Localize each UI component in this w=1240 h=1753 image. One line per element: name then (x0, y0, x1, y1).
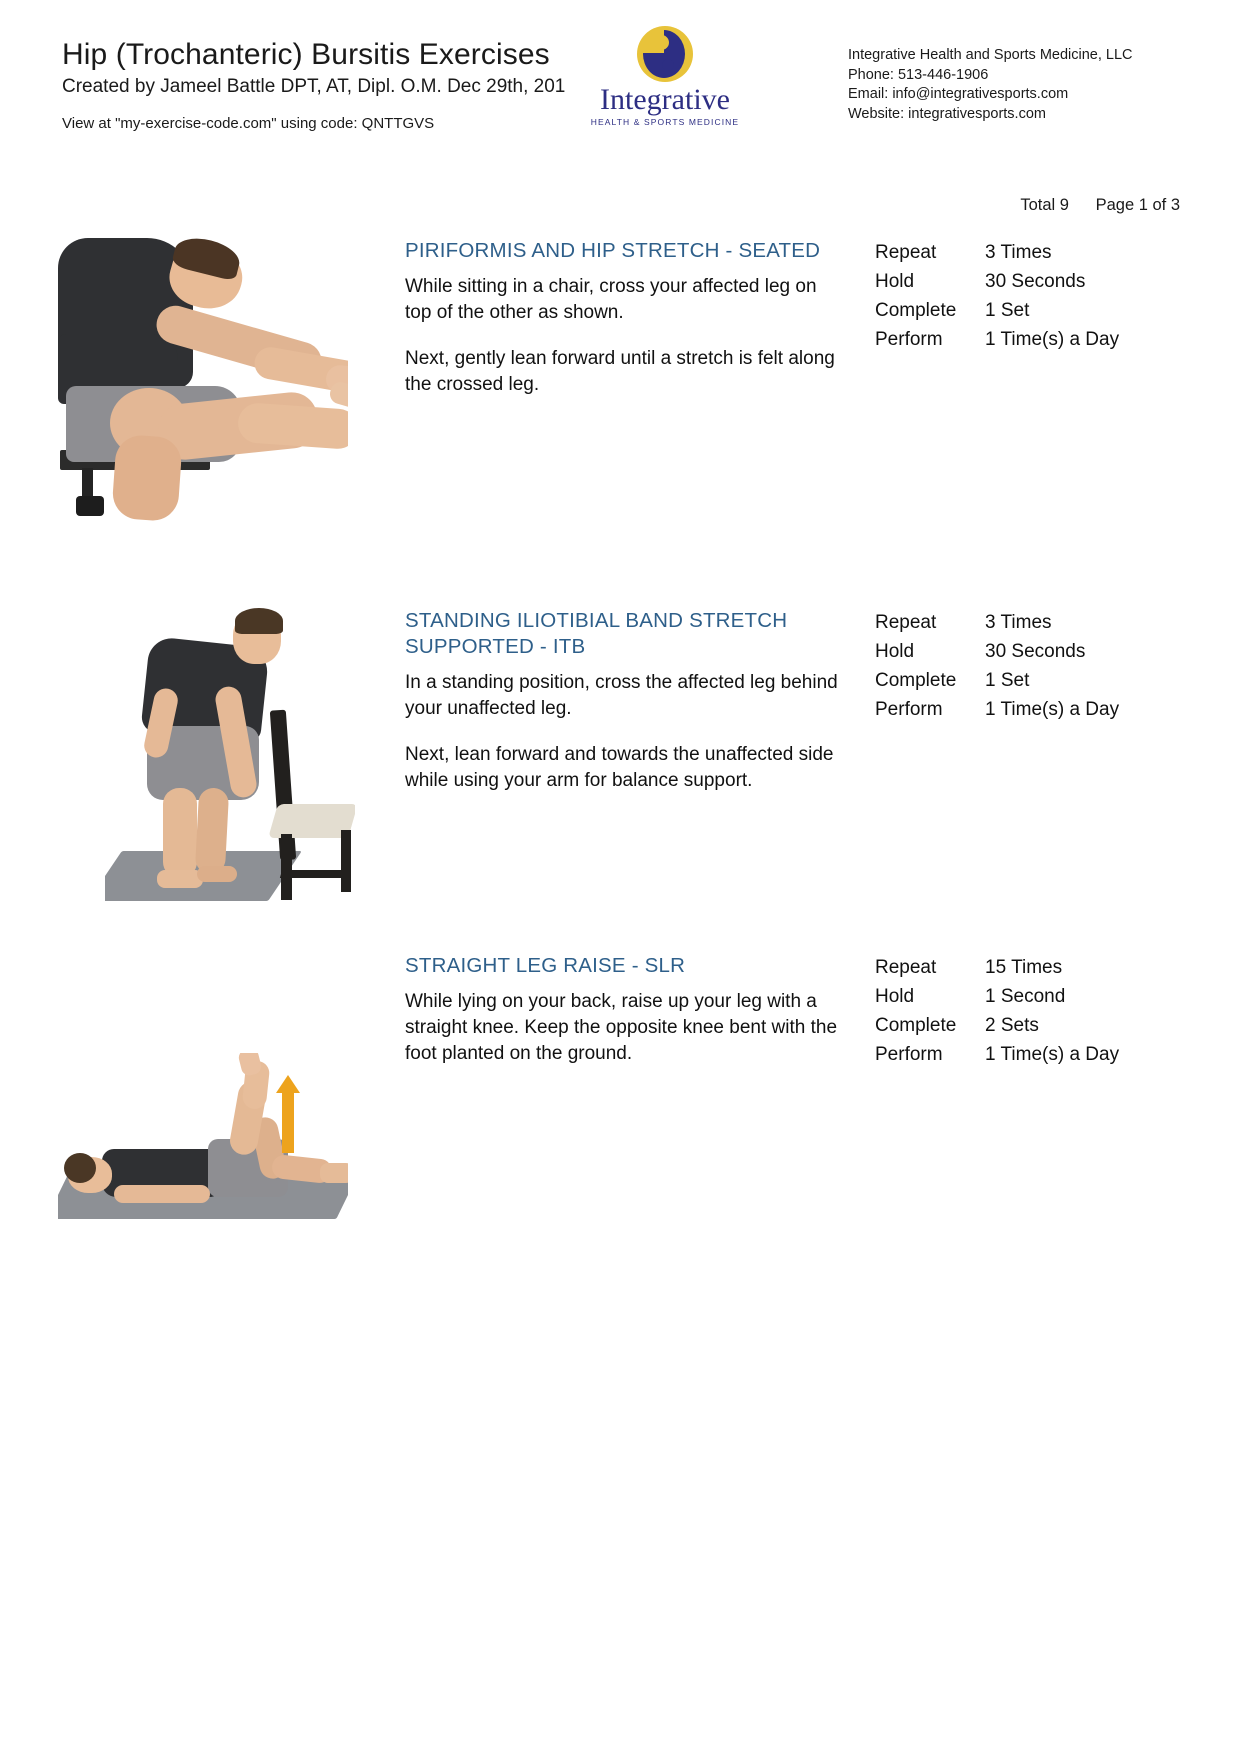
exercise-text (405, 238, 845, 398)
exercise-text (405, 953, 845, 1067)
exercise-title: STANDING ILIOTIBIAL BAND STRETCH SUPPORTED - ITB (405, 609, 788, 658)
exercise-text (405, 608, 845, 794)
exercise-item (0, 238, 1240, 608)
exercise-description (405, 274, 845, 398)
exercise-description (405, 670, 845, 794)
param-label: Complete (875, 670, 957, 691)
param-value: 1 Set (985, 300, 1030, 321)
param-label: Perform (875, 699, 943, 720)
exercise-title: STRAIGHT LEG RAISE - SLR (405, 954, 686, 977)
clinic-contact-info (848, 46, 1133, 124)
exercise-image (105, 608, 435, 903)
exercise-paragraph: In a standing position, cross the affected leg behind your unaffected leg. (405, 672, 838, 719)
param-perform (875, 1040, 1205, 1069)
param-repeat (875, 608, 1205, 637)
exercise-paragraph: While sitting in a chair, cross your affected leg on top of the other as shown. (405, 276, 817, 323)
param-label: Perform (875, 329, 943, 350)
param-label: Repeat (875, 612, 937, 633)
param-value: 1 Set (985, 670, 1030, 691)
exercise-image (58, 1053, 388, 1243)
param-hold (875, 637, 1205, 666)
param-label: Repeat (875, 242, 937, 263)
exercise-parameters (875, 953, 1205, 1069)
exercise-item (0, 608, 1240, 953)
integrative-logo (585, 26, 745, 127)
param-repeat (875, 953, 1205, 982)
exercise-item (0, 953, 1240, 1283)
clinic-name: Integrative Health and Sports Medicine, LLC (848, 47, 1133, 63)
param-label: Hold (875, 986, 915, 1007)
clinic-phone: Phone: 513-446-1906 (848, 66, 989, 83)
param-value: 3 Times (985, 612, 1052, 633)
param-value: 1 Time(s) a Day (985, 699, 1120, 720)
param-perform (875, 325, 1205, 354)
piriformis-seated-stretch-photo (58, 238, 348, 530)
param-value: 1 Second (985, 986, 1066, 1007)
logo-wordmark: Integrative (600, 83, 730, 116)
clinic-website: Website: integrativesports.com (848, 105, 1046, 122)
param-value: 1 Time(s) a Day (985, 1044, 1120, 1065)
param-hold (875, 982, 1205, 1011)
logo-mark-icon (637, 26, 693, 82)
exercise-image (58, 238, 388, 530)
exercise-list (0, 238, 1240, 1283)
clinic-email: Email: info@integrativesports.com (848, 86, 1069, 102)
standing-itb-stretch-photo (105, 608, 355, 903)
page-title: Hip (Trochanteric) Bursitis Exercises (62, 38, 550, 71)
param-value: 30 Seconds (985, 271, 1086, 292)
param-value: 3 Times (985, 242, 1052, 263)
straight-leg-raise-photo (58, 1053, 348, 1243)
exercise-title: PIRIFORMIS AND HIP STRETCH - SEATED (405, 239, 821, 262)
document-header (0, 0, 1240, 150)
param-complete (875, 1011, 1205, 1040)
exercise-paragraph: Next, gently lean forward until a stretch is felt along the crossed leg. (405, 348, 835, 395)
param-value: 15 Times (985, 957, 1063, 978)
created-by-line: Created by Jameel Battle DPT, AT, Dipl. O.M. Dec 29th, 201 (62, 76, 566, 97)
view-code-line: View at "my-exercise-code.com" using code: QNTTGVS (62, 115, 435, 132)
exercise-parameters (875, 608, 1205, 724)
param-value: 30 Seconds (985, 641, 1086, 662)
param-label: Complete (875, 1015, 957, 1036)
page-meta (1020, 196, 1180, 215)
exercise-parameters (875, 238, 1205, 354)
logo-tagline: HEALTH & SPORTS MEDICINE (590, 117, 740, 127)
param-label: Hold (875, 271, 915, 292)
exercise-paragraph: Next, lean forward and towards the unaffected side while using your arm for balance support. (405, 744, 834, 791)
param-perform (875, 695, 1205, 724)
up-arrow-icon (276, 1075, 300, 1093)
param-repeat (875, 238, 1205, 267)
param-value: 2 Sets (985, 1015, 1039, 1036)
param-value: 1 Time(s) a Day (985, 329, 1120, 350)
param-label: Complete (875, 300, 957, 321)
param-label: Perform (875, 1044, 943, 1065)
exercise-description (405, 989, 845, 1067)
exercise-paragraph: While lying on your back, raise up your leg with a straight knee. Keep the opposite knee bent with the foot planted on the ground. (405, 991, 838, 1064)
param-hold (875, 267, 1205, 296)
param-complete (875, 296, 1205, 325)
total-exercises-count: Total 9 (1020, 196, 1069, 214)
page-number: Page 1 of 3 (1095, 196, 1180, 214)
param-label: Repeat (875, 957, 937, 978)
param-complete (875, 666, 1205, 695)
param-label: Hold (875, 641, 915, 662)
